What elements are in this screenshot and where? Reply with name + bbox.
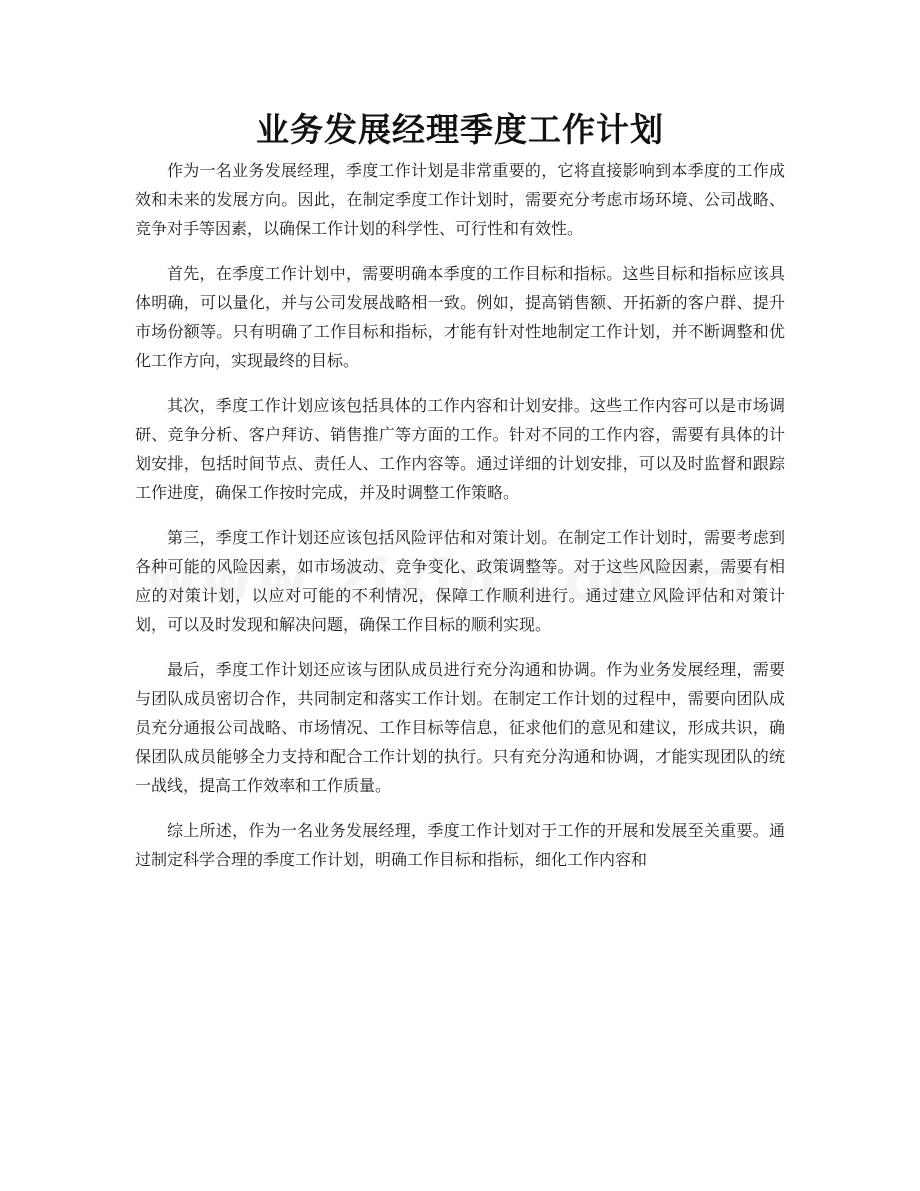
paragraph-intro: 作为一名业务发展经理，季度工作计划是非常重要的，它将直接影响到本季度的工作成效和未来的发展方向。因此，在制定季度工作计划时，需要充分考虑市场环境、公司战略、竞争对手等因素，以确保工作计划的科学性、可行性和有效性。 <box>135 161 785 238</box>
paragraph-second: 其次，季度工作计划应该包括具体的工作内容和计划安排。这些工作内容可以是市场调研、竞争分析、客户拜访、销售推广等方面的工作。针对不同的工作内容，需要有具体的计划安排，包括时间节点、责任人、工作内容等。通过详细的计划安排，可以及时监督和跟踪工作进度，确保工作按时完成，并及时调整工作策略。 <box>135 396 785 502</box>
paragraph-last: 最后，季度工作计划还应该与团队成员进行充分沟通和协调。作为业务发展经理，需要与团队成员密切合作，共同制定和落实工作计划。在制定工作计划的过程中，需要向团队成员充分通报公司战略、市场情况、工作目标等信息，征求他们的意见和建议，形成共识，确保团队成员能够全力支持和配合工作计划的执行。只有充分沟通和协调，才能实现团队的统一战线，提高工作效率和工作质量。 <box>135 660 785 795</box>
document-body <box>135 156 785 890</box>
page-title: 业务发展经理季度工作计划 <box>256 110 664 149</box>
paragraph-first: 首先，在季度工作计划中，需要明确本季度的工作目标和指标。这些目标和指标应该具体明确，可以量化，并与公司发展战略相一致。例如，提高销售额、开拓新的客户群、提升市场份额等。只有明确了工作目标和指标，才能有针对性地制定工作计划，并不断调整和优化工作方向，实现最终的目标。 <box>135 264 785 370</box>
paragraph-summary: 综上所述，作为一名业务发展经理，季度工作计划对于工作的开展和发展至关重要。通过制定科学合理的季度工作计划，明确工作目标和指标，细化工作内容和 <box>135 821 785 869</box>
paragraph-third: 第三，季度工作计划还应该包括风险评估和对策计划。在制定工作计划时，需要考虑到各种可能的风险因素，如市场波动、竞争变化、政策调整等。对于这些风险因素，需要有相应的对策计划，以应对可能的不利情况，保障工作顺利进行。通过建立风险评估和对策计划，可以及时发现和解决问题，确保工作目标的顺利实现。 <box>135 528 785 634</box>
